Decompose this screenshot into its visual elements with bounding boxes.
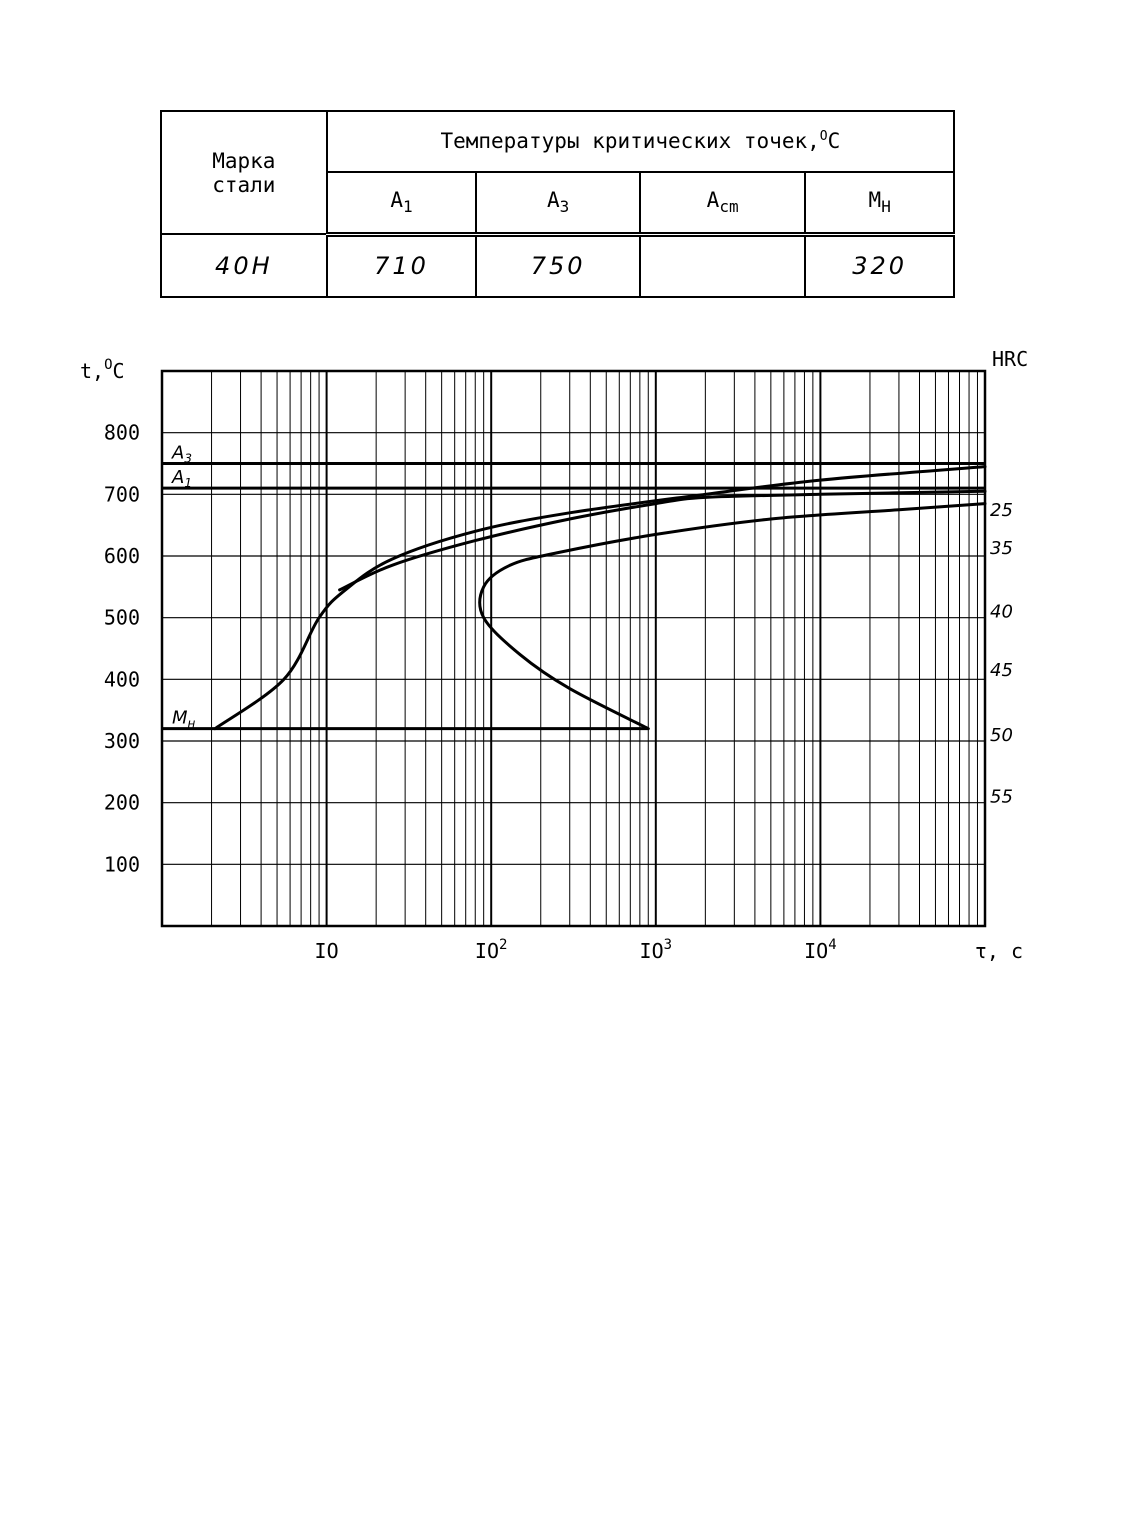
mh-header-main: M [868, 188, 882, 213]
x-tick-label: $IO^2$ [474, 937, 508, 963]
a1-header-main: A [390, 188, 404, 213]
x-tick-label: IO [314, 939, 339, 963]
temps-header-degree: O [819, 129, 828, 145]
a3-value: 750 [476, 234, 640, 297]
reference-line-label: $A_3$ [172, 442, 192, 466]
y-tick-label: 300 [103, 729, 140, 753]
y-tick-label: 700 [103, 482, 140, 507]
hrc-label: 25 [990, 499, 1013, 521]
acm-header [640, 172, 805, 235]
series-line-2 [340, 491, 985, 590]
mh-header [805, 172, 954, 235]
hrc-label: 45 [990, 660, 1013, 682]
acm-header-sub: cm [719, 197, 739, 217]
a3-header [476, 172, 640, 235]
a1-value: 710 [327, 234, 477, 297]
y-tick-label: 100 [103, 852, 140, 877]
reference-line-label: $M_н$ [172, 707, 196, 731]
x-axis-label: τ, с [974, 939, 1023, 963]
y-tick-label: 600 [103, 544, 140, 568]
a1-header-sub: 1 [403, 197, 413, 217]
grade-header-label: Марка стали [212, 148, 276, 197]
grade-header [161, 111, 327, 234]
series-line-3 [480, 504, 985, 729]
grid [162, 371, 985, 926]
y-tick-label: 400 [103, 667, 140, 692]
hrc-label: 55 [990, 786, 1013, 808]
y-tick-label: 500 [103, 605, 140, 630]
mh-header-sub: H [881, 197, 891, 217]
acm-value [640, 234, 805, 297]
hrc-label: 35 [990, 537, 1013, 559]
reference-line-label: $A_1$ [172, 467, 192, 491]
y-tick-label: 800 [103, 420, 140, 445]
x-tick-label: $IO^4$ [804, 937, 837, 963]
x-tick-label: $IO^3$ [639, 937, 673, 963]
hrc-label: 50 [990, 724, 1013, 746]
right-axis-label: HRC [992, 347, 1029, 371]
y-axis-label: t,$^O$C [80, 357, 125, 383]
temps-header-label: Температуры критических точек, [440, 129, 820, 154]
mh-value: 320 [805, 234, 954, 297]
hrc-label: 40 [990, 601, 1013, 623]
critical-points-table [160, 110, 955, 298]
a3-header-main: A [546, 188, 560, 213]
y-tick-label: 200 [103, 790, 140, 815]
a3-header-sub: 3 [559, 197, 570, 217]
a1-header [327, 172, 477, 235]
ttt-diagram [0, 330, 1132, 980]
temps-header [327, 111, 954, 172]
acm-header-main: A [706, 188, 720, 213]
temps-header-unit: C [827, 129, 841, 154]
plot-frame [162, 371, 985, 926]
grade-value: 40Н [161, 234, 327, 297]
